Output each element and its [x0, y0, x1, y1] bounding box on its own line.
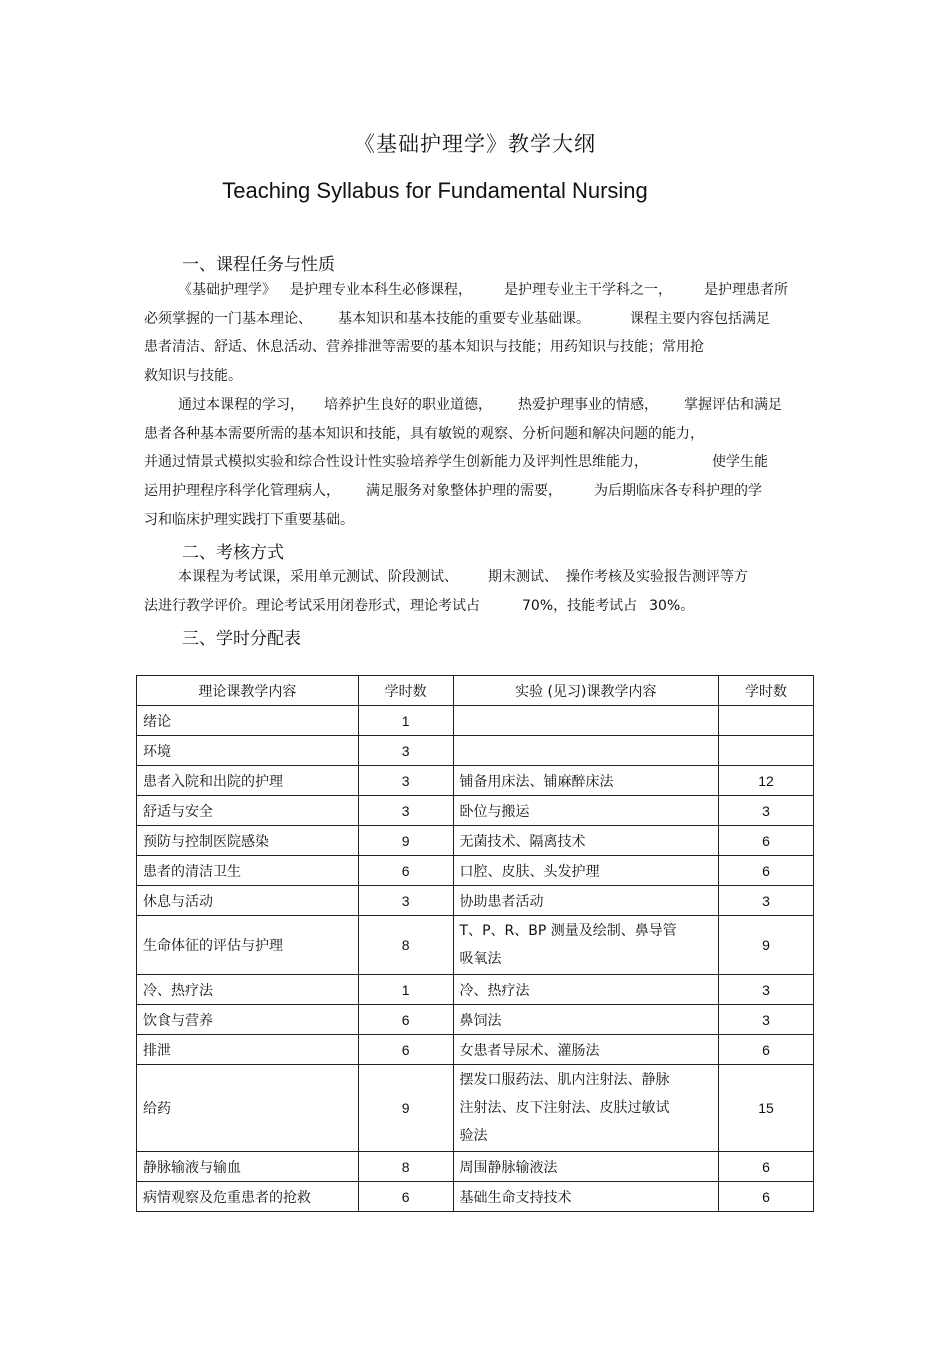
document-title-chinese: 《基础护理学》教学大纲 — [354, 132, 596, 156]
text-fragment: 为后期临床各专科护理的学 — [594, 482, 762, 499]
lab-hours-cell: 3 — [719, 975, 814, 1005]
text-fragment: 运用护理程序科学化管理病人， — [144, 482, 340, 499]
theory-content-cell: 环境 — [137, 736, 359, 766]
theory-hours-cell: 8 — [358, 916, 453, 975]
lab-hours-cell: 6 — [719, 826, 814, 856]
lab-hours-cell — [719, 706, 814, 736]
text-fragment: 培养护生良好的职业道德， — [324, 396, 492, 413]
lab-content-cell: 周围静脉输液法 — [453, 1152, 719, 1182]
assessment-paragraph — [144, 563, 804, 620]
text-fragment: 法进行教学评价。理论考试采用闭卷形式，理论考试占 — [144, 597, 480, 614]
text-fragment: 操作考核及实验报告测评等方 — [566, 569, 748, 585]
lab-hours-cell: 12 — [719, 766, 814, 796]
lab-content-cell — [453, 736, 719, 766]
text-fragment: 是护理患者所 — [704, 282, 788, 298]
paragraph-line — [144, 592, 804, 621]
table-row — [137, 856, 814, 886]
paragraph-line — [144, 276, 804, 305]
table-row — [137, 736, 814, 766]
theory-hours-cell: 6 — [358, 1005, 453, 1035]
hours-allocation-table — [136, 675, 814, 1212]
table-row — [137, 1152, 814, 1182]
lab-content-cell: T、P、R、BP 测量及绘制、鼻导管 吸氧法 — [453, 916, 719, 975]
theory-content-cell: 绪论 — [137, 706, 359, 736]
document-title-english: Teaching Syllabus for Fundamental Nursing — [222, 178, 648, 203]
table-row — [137, 975, 814, 1005]
table-row — [137, 916, 814, 975]
lab-hours-cell: 6 — [719, 1182, 814, 1212]
paragraph-line: 患者清洁、舒适、休息活动、营养排泄等需要的基本知识与技能；用药知识与技能；常用抢 — [144, 339, 704, 356]
theory-hours-cell: 3 — [358, 736, 453, 766]
paragraph-line: 习和临床护理实践打下重要基础。 — [144, 511, 354, 528]
text-fragment: 掌握评估和满足 — [684, 396, 782, 413]
table-row — [137, 1182, 814, 1212]
text-fragment: 本课程为考试课，采用单元测试、阶段测试、 — [178, 569, 458, 585]
theory-hours-cell: 6 — [358, 1182, 453, 1212]
text-fragment: 课程主要内容包括满足 — [630, 310, 770, 327]
paragraph-line — [144, 563, 804, 592]
column-header-theory-hours: 学时数 — [358, 676, 453, 706]
section-heading-assessment: 二、考核方式 — [182, 543, 284, 563]
lab-content-cell: 无菌技术、隔离技术 — [453, 826, 719, 856]
lab-content-cell: 协助患者活动 — [453, 886, 719, 916]
theory-hours-cell: 9 — [358, 1065, 453, 1152]
theory-content-cell: 患者的清洁卫生 — [137, 856, 359, 886]
theory-hours-cell: 9 — [358, 826, 453, 856]
section-heading-hours-table: 三、学时分配表 — [182, 629, 301, 649]
paragraph-line: 患者各种基本需要所需的基本知识和技能，具有敏锐的观察、分析问题和解决问题的能力， — [144, 425, 704, 442]
theory-content-cell: 给药 — [137, 1065, 359, 1152]
theory-content-cell: 静脉输液与输血 — [137, 1152, 359, 1182]
theory-content-cell: 患者入院和出院的护理 — [137, 766, 359, 796]
table-row — [137, 1035, 814, 1065]
theory-content-cell: 冷、热疗法 — [137, 975, 359, 1005]
lab-hours-cell: 6 — [719, 1152, 814, 1182]
table-row — [137, 706, 814, 736]
text-fragment: 通过本课程的学习， — [178, 396, 304, 413]
theory-hours-cell: 1 — [358, 975, 453, 1005]
table-row — [137, 796, 814, 826]
text-fragment: 70%，技能考试占 — [522, 597, 638, 614]
table-row — [137, 766, 814, 796]
text-fragment: 是护理专业主干学科之一， — [504, 282, 672, 298]
text-fragment: 期末测试、 — [488, 569, 558, 585]
theory-hours-cell: 3 — [358, 766, 453, 796]
text-fragment: 并通过情景式模拟实验和综合性设计性实验培养学生创新能力及评判性思维能力， — [144, 454, 648, 471]
table-row — [137, 886, 814, 916]
table-row — [137, 826, 814, 856]
lab-content-cell — [453, 706, 719, 736]
column-header-lab-content: 实验 (见习)课教学内容 — [453, 676, 719, 706]
table-row — [137, 1005, 814, 1035]
course-nature-paragraph — [144, 276, 804, 534]
lab-hours-cell: 6 — [719, 856, 814, 886]
lab-hours-cell: 3 — [719, 796, 814, 826]
lab-content-cell: 冷、热疗法 — [453, 975, 719, 1005]
lab-hours-cell: 15 — [719, 1065, 814, 1152]
column-header-lab-hours: 学时数 — [719, 676, 814, 706]
paragraph-line — [144, 448, 804, 477]
paragraph-line — [144, 391, 804, 420]
paragraph-line — [144, 477, 804, 506]
theory-content-cell: 饮食与营养 — [137, 1005, 359, 1035]
table-body — [137, 706, 814, 1212]
lab-hours-cell — [719, 736, 814, 766]
section-heading-course-nature: 一、课程任务与性质 — [182, 255, 335, 275]
lab-hours-cell: 9 — [719, 916, 814, 975]
paragraph-line: 救知识与技能。 — [144, 368, 242, 385]
lab-hours-cell: 3 — [719, 886, 814, 916]
lab-content-cell: 口腔、皮肤、头发护理 — [453, 856, 719, 886]
text-fragment: 基本知识和基本技能的重要专业基础课。 — [338, 310, 590, 327]
theory-hours-cell: 3 — [358, 886, 453, 916]
theory-content-cell: 病情观察及危重患者的抢救 — [137, 1182, 359, 1212]
table-row — [137, 1065, 814, 1152]
column-header-theory-content: 理论课教学内容 — [137, 676, 359, 706]
lab-content-cell: 铺备用床法、铺麻醉床法 — [453, 766, 719, 796]
theory-content-cell: 舒适与安全 — [137, 796, 359, 826]
lab-content-cell: 鼻饲法 — [453, 1005, 719, 1035]
text-fragment: 是护理专业本科生必修课程， — [290, 282, 472, 298]
text-fragment: 必须掌握的一门基本理论、 — [144, 310, 312, 327]
paragraph-line — [144, 305, 804, 334]
theory-content-cell: 预防与控制医院感染 — [137, 826, 359, 856]
text-fragment: 30%。 — [649, 597, 695, 614]
theory-hours-cell: 1 — [358, 706, 453, 736]
lab-content-cell: 女患者导尿术、灌肠法 — [453, 1035, 719, 1065]
text-fragment: 满足服务对象整体护理的需要， — [366, 482, 562, 499]
lab-hours-cell: 3 — [719, 1005, 814, 1035]
text-fragment: 热爱护理事业的情感， — [518, 396, 658, 413]
lab-content-cell: 基础生命支持技术 — [453, 1182, 719, 1212]
text-fragment: 《基础护理学》 — [178, 282, 276, 298]
lab-hours-cell: 6 — [719, 1035, 814, 1065]
text-fragment: 使学生能 — [712, 454, 768, 471]
theory-hours-cell: 6 — [358, 856, 453, 886]
lab-content-cell: 卧位与搬运 — [453, 796, 719, 826]
table-header-row — [137, 676, 814, 706]
theory-hours-cell: 8 — [358, 1152, 453, 1182]
theory-hours-cell: 6 — [358, 1035, 453, 1065]
theory-content-cell: 生命体征的评估与护理 — [137, 916, 359, 975]
theory-content-cell: 排泄 — [137, 1035, 359, 1065]
theory-hours-cell: 3 — [358, 796, 453, 826]
lab-content-cell: 摆发口服药法、肌内注射法、静脉 注射法、皮下注射法、皮肤过敏试 验法 — [453, 1065, 719, 1152]
theory-content-cell: 休息与活动 — [137, 886, 359, 916]
